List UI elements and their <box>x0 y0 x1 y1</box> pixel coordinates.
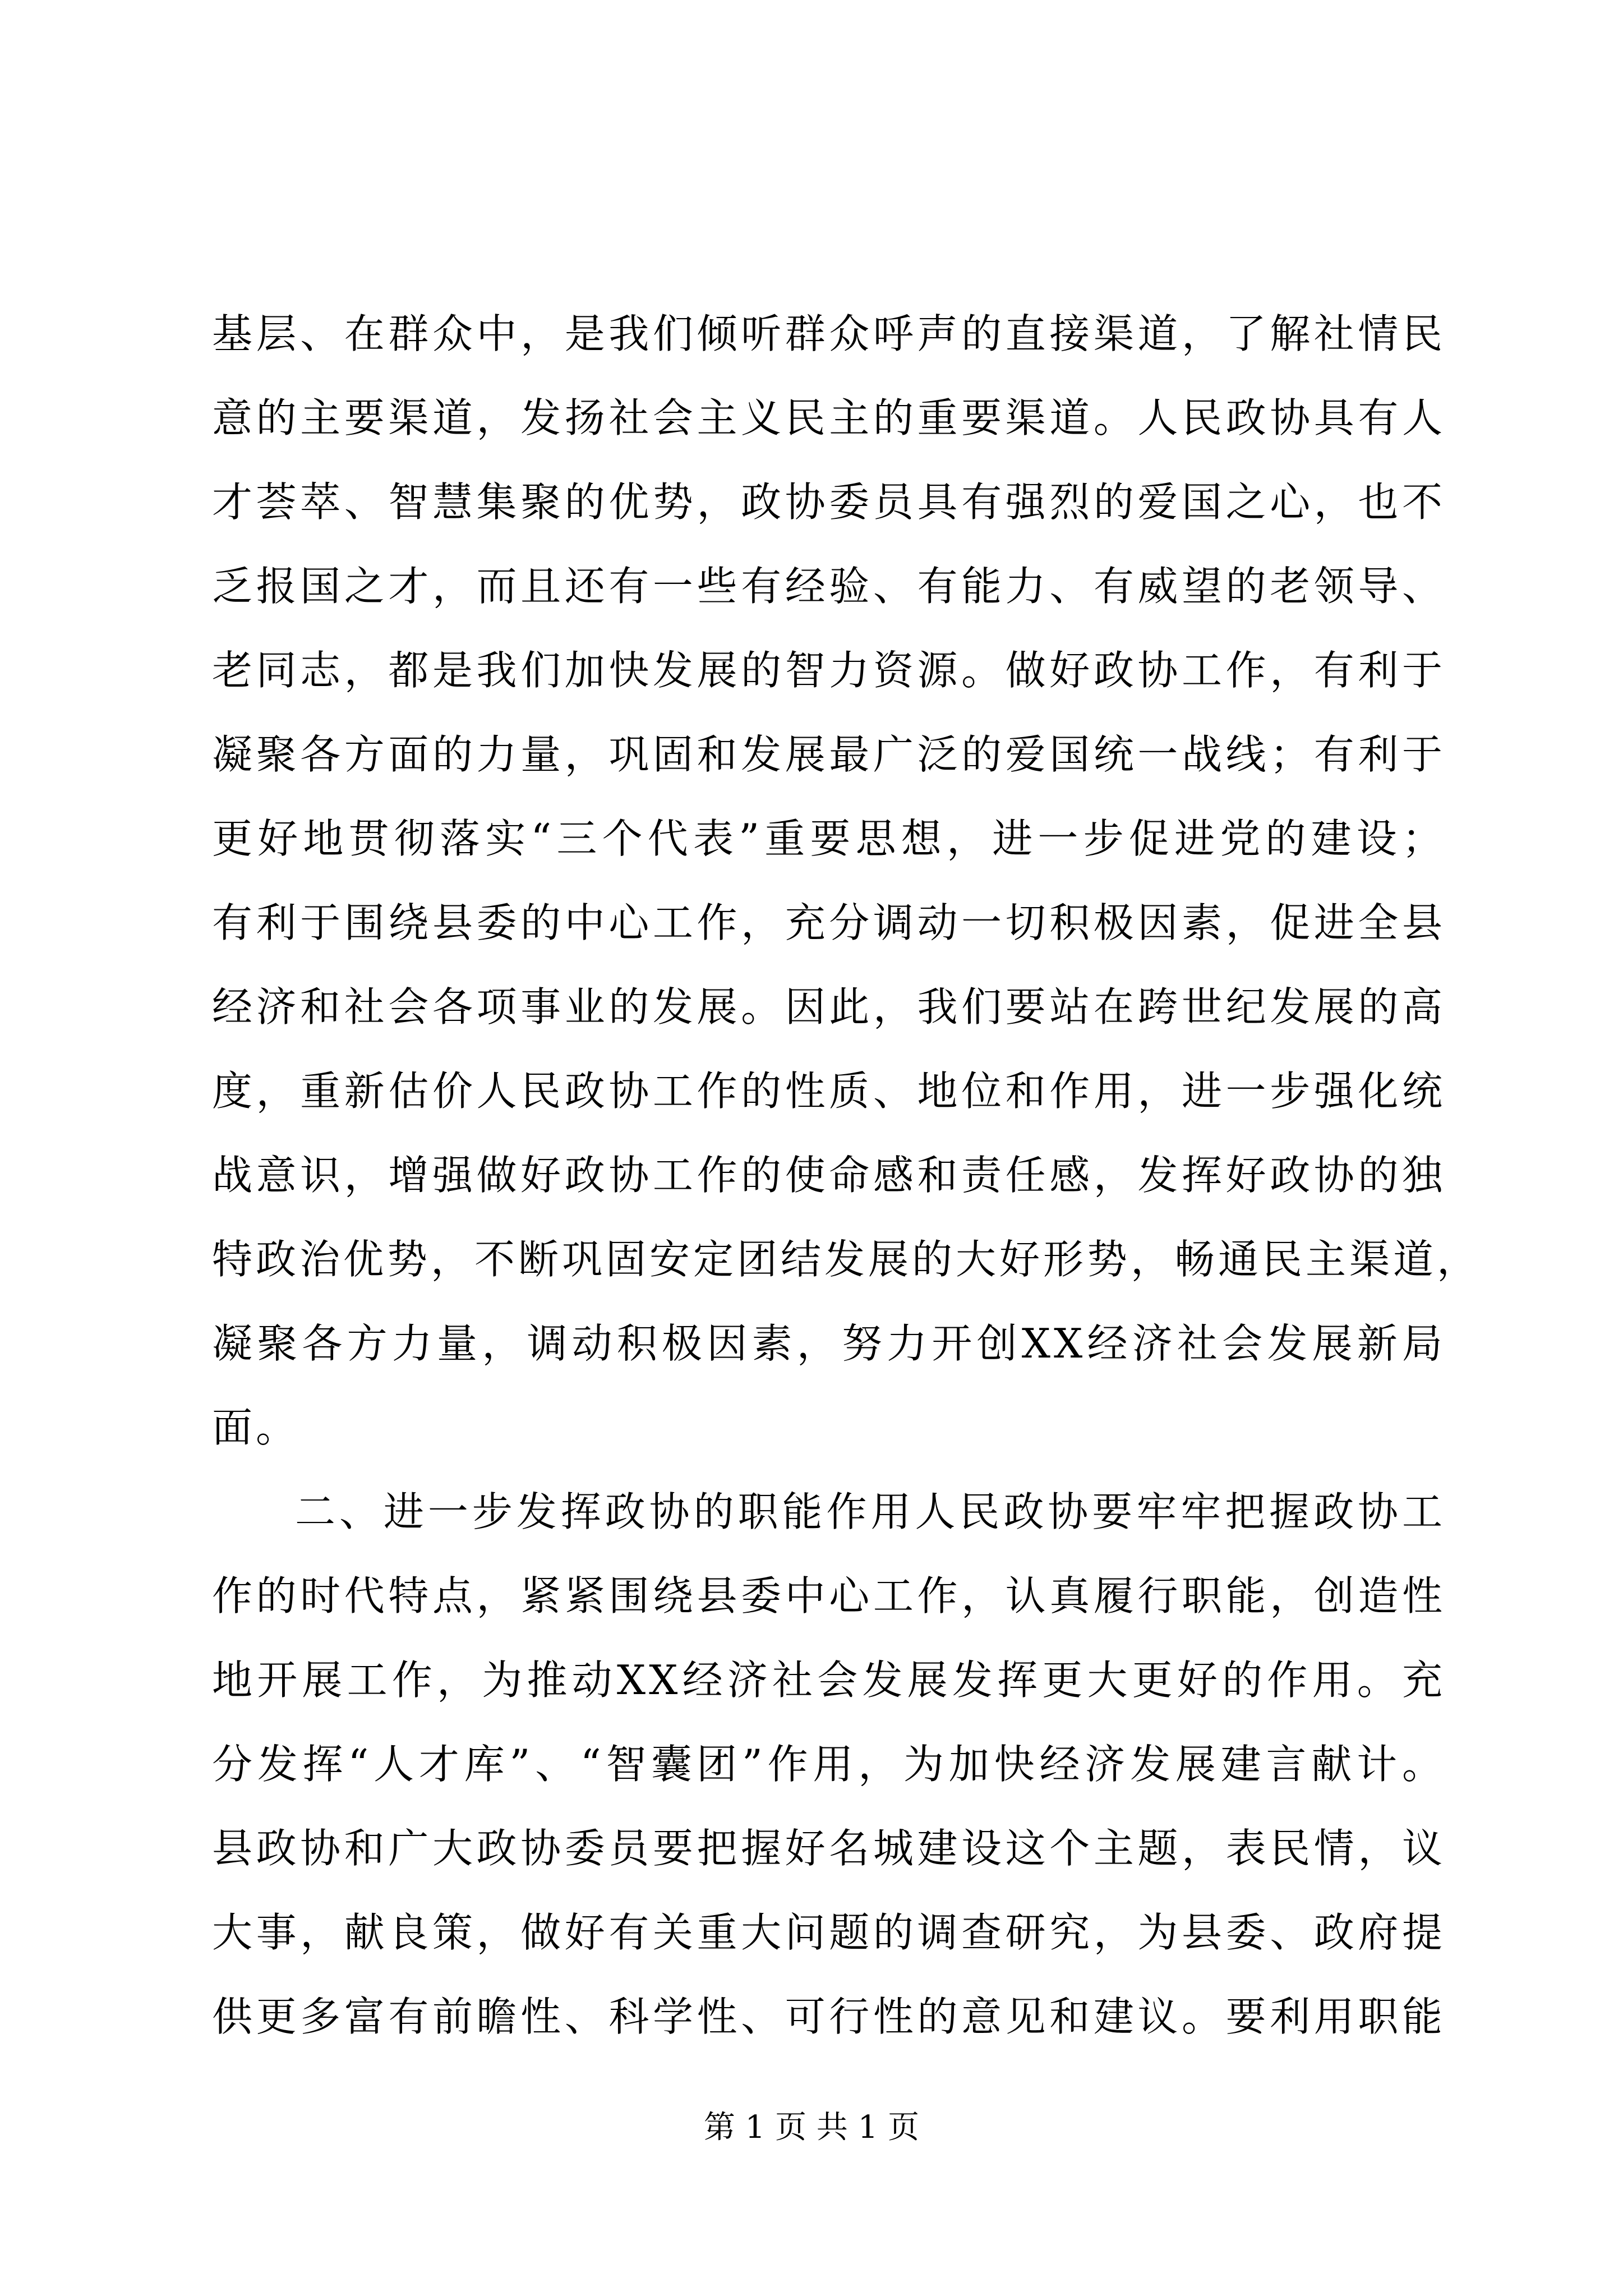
text-line: 面。 <box>212 1404 300 1451</box>
text-line: 供更多富有前瞻性、科学性、可行性的意见和建议。要利用职能 <box>212 1993 1446 2040</box>
text-line: 战意识，增强做好政协工作的使命感和责任感，发挥好政协的独 <box>212 1152 1446 1199</box>
page-footer: 第 1 页 共 1 页 <box>703 2109 920 2146</box>
text-line: 才荟萃、智慧集聚的优势，政协委员具有强烈的爱国之心，也不 <box>212 478 1446 526</box>
section-heading-line: 二、进一步发挥政协的职能作用人民政协要牢牢把握政协工 <box>295 1488 1446 1535</box>
text-line: 有利于围绕县委的中心工作，充分调动一切积极因素，促进全县 <box>212 899 1446 946</box>
text-line: 县政协和广大政协委员要把握好名城建设这个主题，表民情，议 <box>212 1825 1446 1872</box>
text-line: 度，重新估价人民政协工作的性质、地位和作用，进一步强化统 <box>212 1068 1446 1115</box>
text-line: 凝聚各方面的力量，巩固和发展最广泛的爱国统一战线；有利于 <box>212 731 1446 778</box>
text-line: 分发挥“人才库”、“智囊团”作用，为加快经济发展建言献计。 <box>212 1741 1446 1788</box>
text-line: 乏报国之才，而且还有一些有经验、有能力、有威望的老领导、 <box>212 563 1446 610</box>
text-line: 地开展工作，为推动XX经济社会发展发挥更大更好的作用。充 <box>212 1657 1446 1704</box>
text-line: 作的时代特点，紧紧围绕县委中心工作，认真履行职能，创造性 <box>212 1572 1446 1619</box>
text-line: 经济和社会各项事业的发展。因此，我们要站在跨世纪发展的高 <box>212 983 1446 1030</box>
body-text <box>212 292 1481 2059</box>
text-line: 更好地贯彻落实“三个代表”重要思想，进一步促进党的建设； <box>212 815 1446 862</box>
text-line: 意的主要渠道，发扬社会主义民主的重要渠道。人民政协具有人 <box>212 394 1446 441</box>
text-line: 凝聚各方力量，调动积极因素，努力开创XX经济社会发展新局 <box>212 1320 1446 1367</box>
text-line: 特政治优势，不断巩固安定团结发展的大好形势，畅通民主渠道， <box>212 1236 1481 1283</box>
text-line: 老同志，都是我们加快发展的智力资源。做好政协工作，有利于 <box>212 647 1446 694</box>
text-line: 基层、在群众中，是我们倾听群众呼声的直接渠道，了解社情民 <box>212 310 1446 357</box>
text-line: 大事，献良策，做好有关重大问题的调查研究，为县委、政府提 <box>212 1909 1446 1956</box>
